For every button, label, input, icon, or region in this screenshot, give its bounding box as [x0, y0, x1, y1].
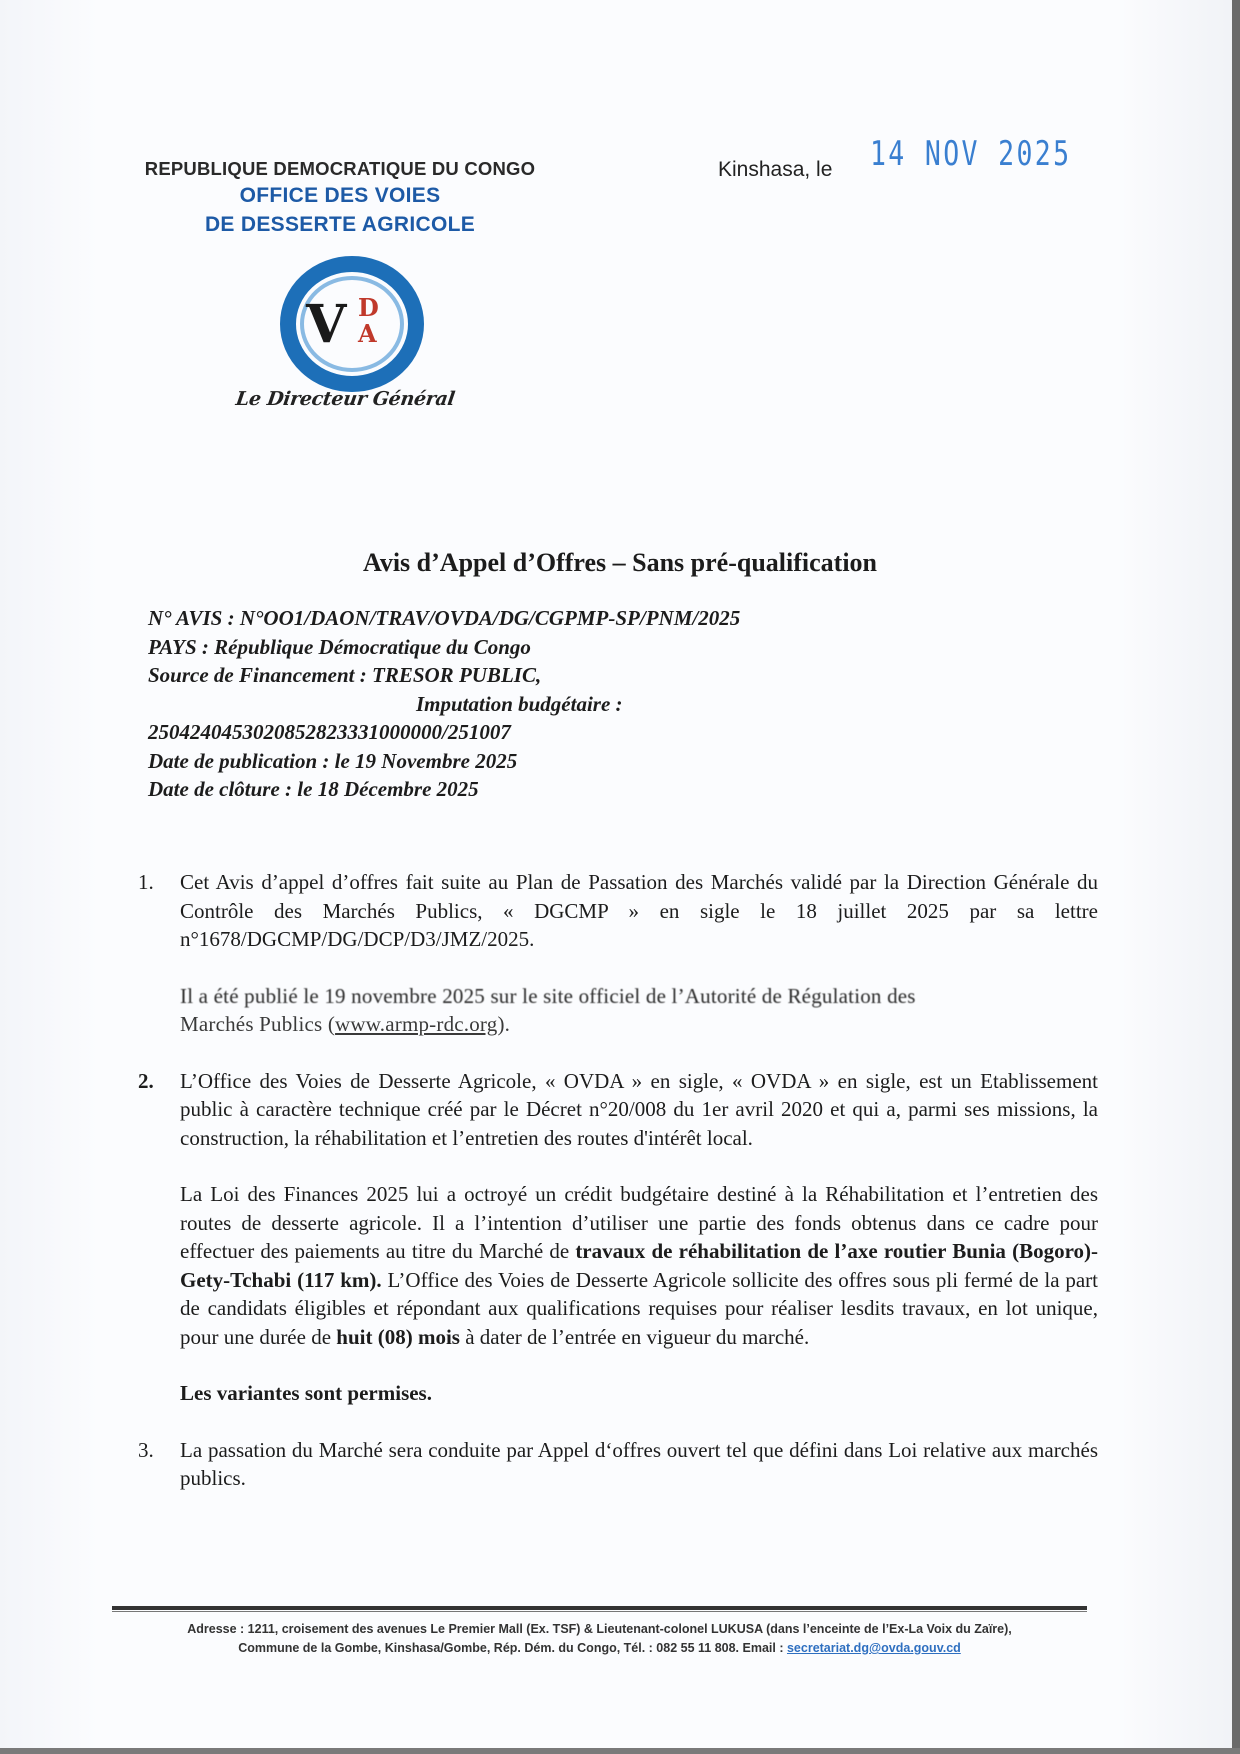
notice-title: Avis d’Appel d’Offres – Sans pré-qualification [362, 548, 878, 577]
publication-statement: Il a été publié le 19 novembre 2025 sur le site officiel de l’Autorité de Régulation des [180, 983, 916, 1008]
country: PAYS : République Démocratique du Congo [148, 634, 531, 659]
director-general-title: Le Directeur Général [234, 388, 457, 410]
section-1 [138, 868, 1098, 1039]
notice-number: N° AVIS : N°OO1/DAON/TRAV/OVDA/DG/CGPMP-SP/PNM/2025 [148, 606, 741, 630]
letterhead [120, 158, 560, 238]
armp-website-link[interactable]: www.armp-rdc.org [335, 1012, 498, 1036]
svg-text:D: D [358, 293, 379, 322]
closing-date: Date de clôture : le 18 Décembre 2025 [148, 777, 479, 801]
place-label: Kinshasa, le [718, 158, 833, 181]
section-1-paragraph-2: Il a été publié le 19 novembre 2025 sur le site officiel de l’Autorité de Régulation des Marchés Publics (www.armp-rdc.org). [180, 983, 916, 1036]
works-description: travaux de réhabilitation de l’axe routier Bunia (Bogoro)-Gety-Tchabi (117 km). [180, 1239, 1098, 1292]
scan-edge-bottom [0, 1748, 1240, 1754]
publication-date: Date de publication : le 19 Novembre 2025 [148, 748, 518, 773]
footer-divider [112, 1606, 1087, 1610]
footer-address [112, 1620, 1087, 1658]
section-1-paragraph-1: Cet Avis d’appel d’offres fait suite au Plan de Passation des Marchés validé par la Direction Générale du Contrôle des Marchés Publics, « DGCMP » en sigle le 18 juillet 2025 par sa lettre n°1678/DGCMP/DG/DCP/D3/JMZ/2025. [180, 870, 1098, 951]
office-name-line2: DE DESSERTE AGRICOLE [204, 213, 476, 236]
variants-statement: Les variantes sont permises. [180, 1381, 432, 1405]
footer-address-line1: Adresse : 1211, croisement des avenues Le Premier Mall (Ex. TSF) & Lieutenant-colonel LUKUSA (dans l’enceinte de l’Ex-La Voix du Zaïre), [187, 1622, 1012, 1636]
office-name-line1: OFFICE DES VOIES [239, 184, 441, 207]
scan-edge-right [1232, 0, 1240, 1754]
ovda-logo [272, 254, 432, 394]
svg-text:V: V [306, 294, 347, 355]
email-link[interactable]: secretariat.dg@ovda.gouv.cd [786, 1641, 961, 1655]
section-2-paragraph-2: La Loi des Finances 2025 lui a octroyé un crédit budgétaire destiné à la Réhabilitation et l’entretien des routes de desserte agricole. Il a l’intention d’utiliser une partie des fonds obtenus dans ce cadre pour effectuer des paiements au titre du Marché de travaux de réhabilitation de l’axe routier Bunia (Bogoro)-Gety-Tchabi (117 km). L’Office des Voies de Desserte Agricole sollicite des offres sous pli fermé de la part de candidats éligibles et répondant aux qualifications requises pour réaliser lesdits travaux, en lot unique, pour une durée de huit (08) mois à dater de l’entrée en vigueur du marché. [180, 1182, 1099, 1349]
budget-imputation-value: 2504240453020852823331000000/251007 [148, 720, 511, 744]
section-2-paragraph-1: L’Office des Voies de Desserte Agricole, « OVDA » en sigle, « OVDA » en sigle, est un Etablissement public à caractère technique créé par le Décret n°20/008 du 1er avril 2020 et qui a, parmi ses missions, la construction, la réhabilitation et l’entretien des routes d'intérêt local. [180, 1068, 1098, 1150]
notice-metadata [148, 604, 740, 804]
date-stamp: 14 NOV 2025 [870, 134, 1072, 174]
republic-name: REPUBLIQUE DEMOCRATIQUE DU CONGO [144, 158, 536, 179]
footer-address-line2: Commune de la Gombe, Kinshasa/Gombe, Rép. Dém. du Congo, Tél. : 082 55 11 808. Email : secretariat.dg@ovda.gouv.cd [238, 1641, 961, 1655]
funding-source: Source de Financement : TRESOR PUBLIC, [148, 663, 542, 687]
duration: huit (08) mois [336, 1324, 460, 1349]
section-3 [138, 1436, 1098, 1493]
budget-imputation-label: Imputation budgétaire : [416, 691, 623, 716]
section-number: 1. [138, 870, 154, 894]
svg-text:A: A [358, 319, 377, 348]
notice-body [138, 868, 1098, 1493]
section-number: 2. [138, 1068, 154, 1093]
footer-divider-thin [112, 1611, 1087, 1612]
section-number: 3. [138, 1437, 154, 1462]
section-2 [138, 1067, 1098, 1408]
section-3-paragraph-1: La passation du Marché sera conduite par Appel d‘offres ouvert tel que défini dans Loi relative aux marchés publics. [180, 1437, 1098, 1490]
